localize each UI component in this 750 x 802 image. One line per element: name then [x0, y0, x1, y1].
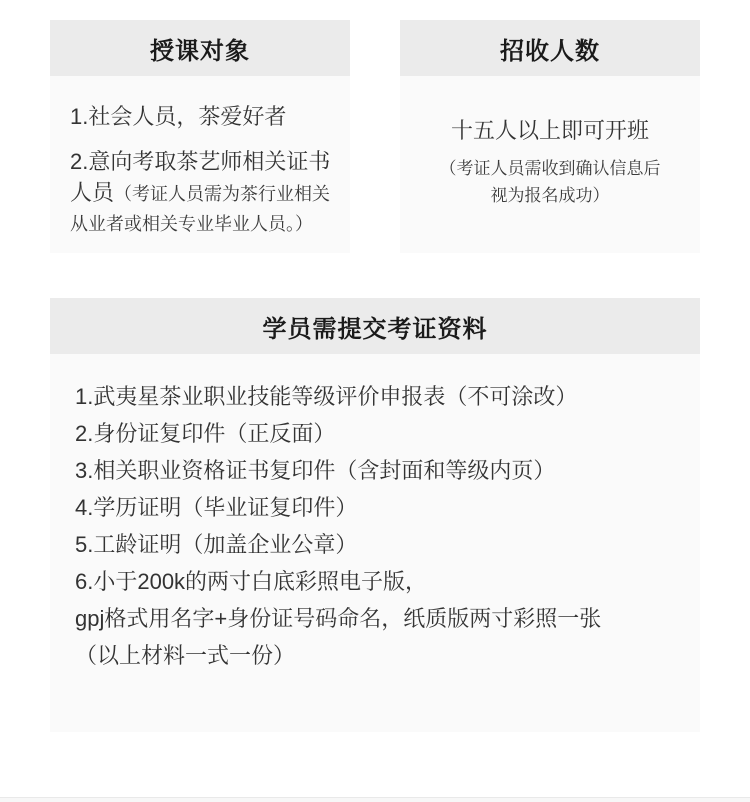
material-line-4: 4.学历证明（毕业证复印件）	[75, 495, 358, 520]
enrollment-note-line-1: （考证人员需收到确认信息后	[439, 159, 661, 178]
audience-item-1-text: 1.社会人员，茶爱好者	[70, 104, 287, 129]
audience-item-2	[70, 147, 338, 238]
material-line-3: 3.相关职业资格证书复印件（含封面和等级内页）	[75, 458, 556, 483]
enrollment-note-line-2: 视为报名成功）	[490, 186, 610, 205]
material-line-8: （以上材料一式一份）	[75, 643, 296, 668]
card-teaching-audience-header	[50, 20, 350, 76]
audience-item-2-text: 2.意向考取茶艺师相关证书人员	[70, 149, 331, 205]
card-title-teaching-audience: 授课对象	[150, 37, 250, 65]
card-enrollment-count	[400, 20, 700, 253]
card-title-enrollment-count: 招收人数	[500, 37, 600, 65]
card-teaching-audience-body	[50, 76, 350, 253]
card-exam-materials-body	[50, 354, 700, 732]
material-line-1: 1.武夷星茶业职业技能等级评价申报表（不可涂改）	[75, 384, 578, 409]
next-section-edge	[0, 797, 750, 802]
card-exam-materials-header	[50, 298, 700, 354]
material-line-6: 6.小于200k的两寸白底彩照电子版，	[75, 569, 428, 594]
material-line-2: 2.身份证复印件（正反面）	[75, 421, 336, 446]
enrollment-note	[440, 155, 661, 209]
audience-item-2-note: （考证人员需为茶行业相关从业者或相关专业毕业人员。）	[70, 183, 331, 235]
card-teaching-audience	[50, 20, 350, 253]
card-enrollment-count-body	[400, 76, 700, 253]
enrollment-main-text: 十五人以上即可开班	[450, 118, 649, 143]
card-title-exam-materials: 学员需提交考证资料	[262, 315, 488, 343]
material-line-5: 5.工龄证明（加盖企业公章）	[75, 532, 358, 557]
audience-item-1	[70, 102, 338, 132]
material-line-7: gpj格式用名字+身份证号码命名，纸质版两寸彩照一张	[75, 606, 602, 631]
card-exam-materials	[50, 298, 700, 732]
card-enrollment-count-header	[400, 20, 700, 76]
